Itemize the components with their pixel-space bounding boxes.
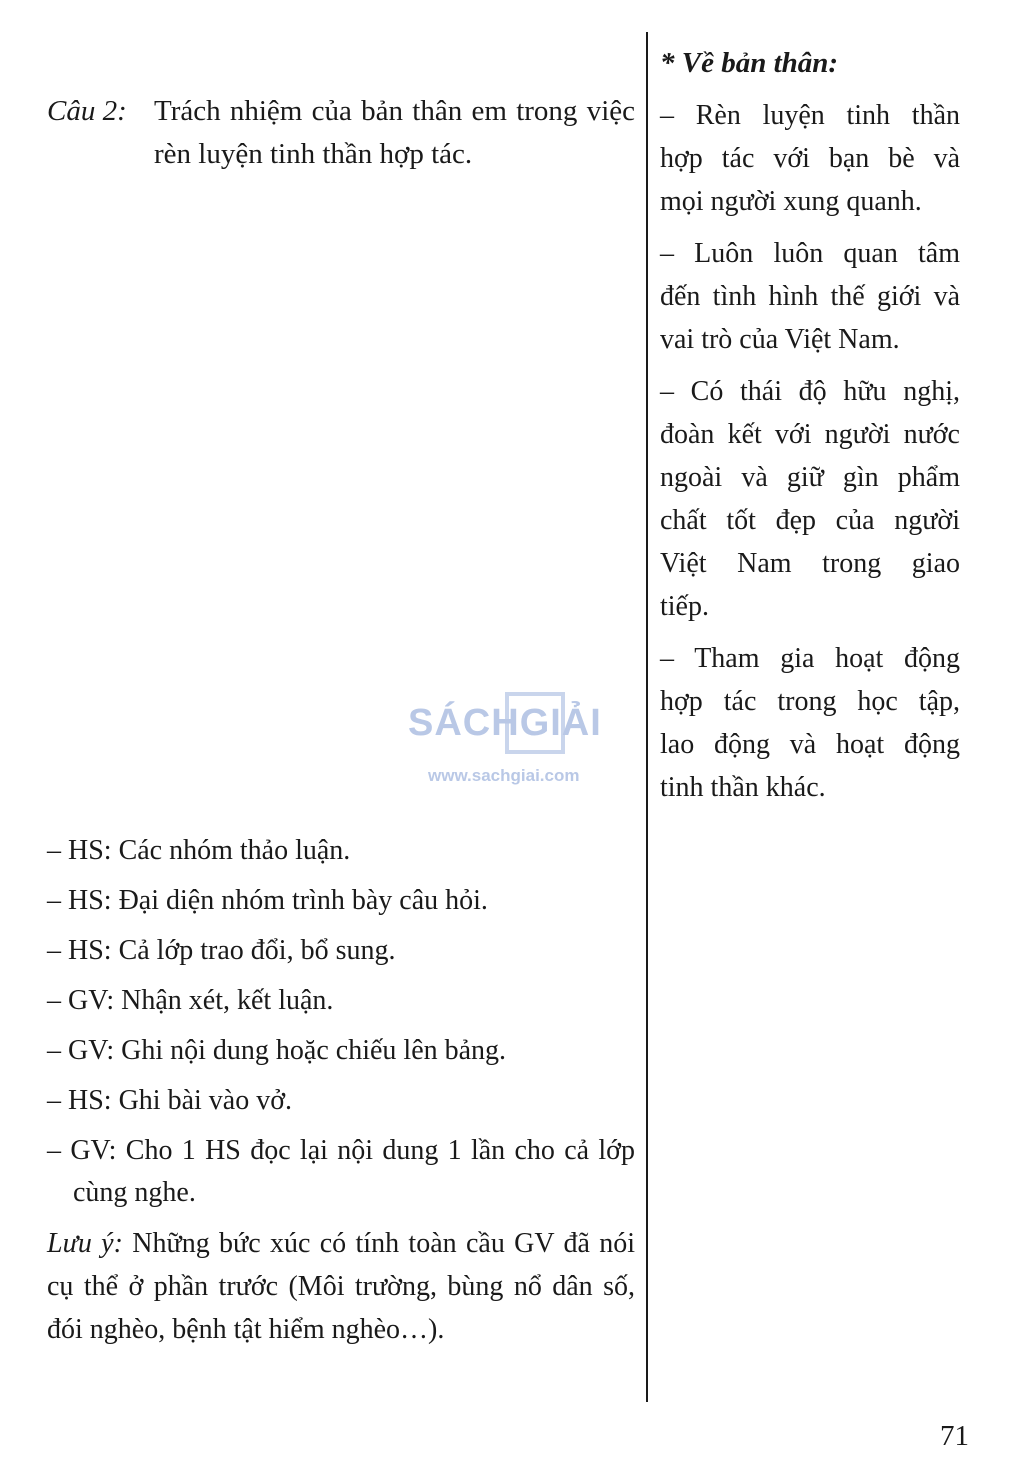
activity-list	[47, 830, 635, 1351]
right-point-line: ngoài và giữ gìn phẩm	[660, 462, 960, 493]
question-label: Câu 2:	[47, 95, 127, 127]
watermark-url: www.sachgiai.com	[428, 766, 580, 785]
right-point-line: hợp tác với bạn bè và	[660, 143, 960, 174]
watermark-logo-box: G	[519, 702, 551, 744]
right-point-line: vai trò của Việt Nam.	[660, 324, 900, 355]
activity-item: – HS: Các nhóm thảo luận.	[47, 835, 351, 866]
right-point-line: mọi người xung quanh.	[660, 186, 922, 217]
page-number: 71	[940, 1420, 969, 1452]
activity-item: – GV: Cho 1 HS đọc lại nội dung 1 lần cho cả lớp cùng nghe.	[47, 1135, 635, 1208]
right-point-line: hợp tác trong học tập,	[660, 686, 960, 717]
right-point-line: tinh thần khác.	[660, 772, 826, 803]
question-block	[47, 90, 635, 176]
right-point-line: – Có thái độ hữu nghị,	[660, 376, 960, 407]
right-point	[660, 232, 960, 361]
activity-item: – GV: Nhận xét, kết luận.	[47, 985, 334, 1016]
activity-item: – HS: Ghi bài vào vở.	[47, 1085, 293, 1116]
watermark-logo	[408, 702, 602, 745]
right-point-line: đến tình hình thế giới và	[660, 281, 960, 312]
watermark-logo-left: SÁCH	[408, 702, 520, 744]
note-text: Những bức xúc có tính toàn cầu GV đã nói cụ thể ở phần trước (Môi trường, bùng nổ dân số, đói nghèo, bệnh tật hiểm nghèo…).	[47, 1228, 635, 1345]
activity-item: – HS: Cả lớp trao đổi, bổ sung.	[47, 935, 396, 966]
note-label: Lưu ý:	[47, 1228, 123, 1259]
right-point	[660, 637, 960, 809]
activity-item: – HS: Đại diện nhóm trình bày câu hỏi.	[47, 885, 488, 916]
watermark	[408, 690, 618, 790]
right-point	[660, 94, 960, 223]
note	[47, 1222, 635, 1351]
right-point-line: Việt Nam trong giao	[660, 548, 960, 579]
right-point-line: – Luôn luôn quan tâm	[660, 238, 960, 269]
watermark-logo-right: IẢI	[550, 702, 602, 744]
column-divider	[646, 32, 648, 1402]
right-heading: * Về bản thân:	[660, 47, 839, 79]
right-point-line: lao động và hoạt động	[660, 729, 960, 760]
right-point	[660, 370, 960, 628]
right-column	[660, 42, 960, 818]
right-point-line: đoàn kết với người nước	[660, 419, 960, 450]
activity-item: – GV: Ghi nội dung hoặc chiếu lên bảng.	[47, 1035, 507, 1066]
right-point-line: tiếp.	[660, 591, 709, 622]
question-text: Trách nhiệm của bản thân em trong việc rèn luyện tinh thần hợp tác.	[154, 95, 635, 170]
right-point-line: chất tốt đẹp của người	[660, 505, 960, 536]
right-point-line: – Tham gia hoạt động	[660, 643, 960, 674]
right-point-line: – Rèn luyện tinh thần	[660, 100, 960, 131]
question	[47, 90, 635, 176]
